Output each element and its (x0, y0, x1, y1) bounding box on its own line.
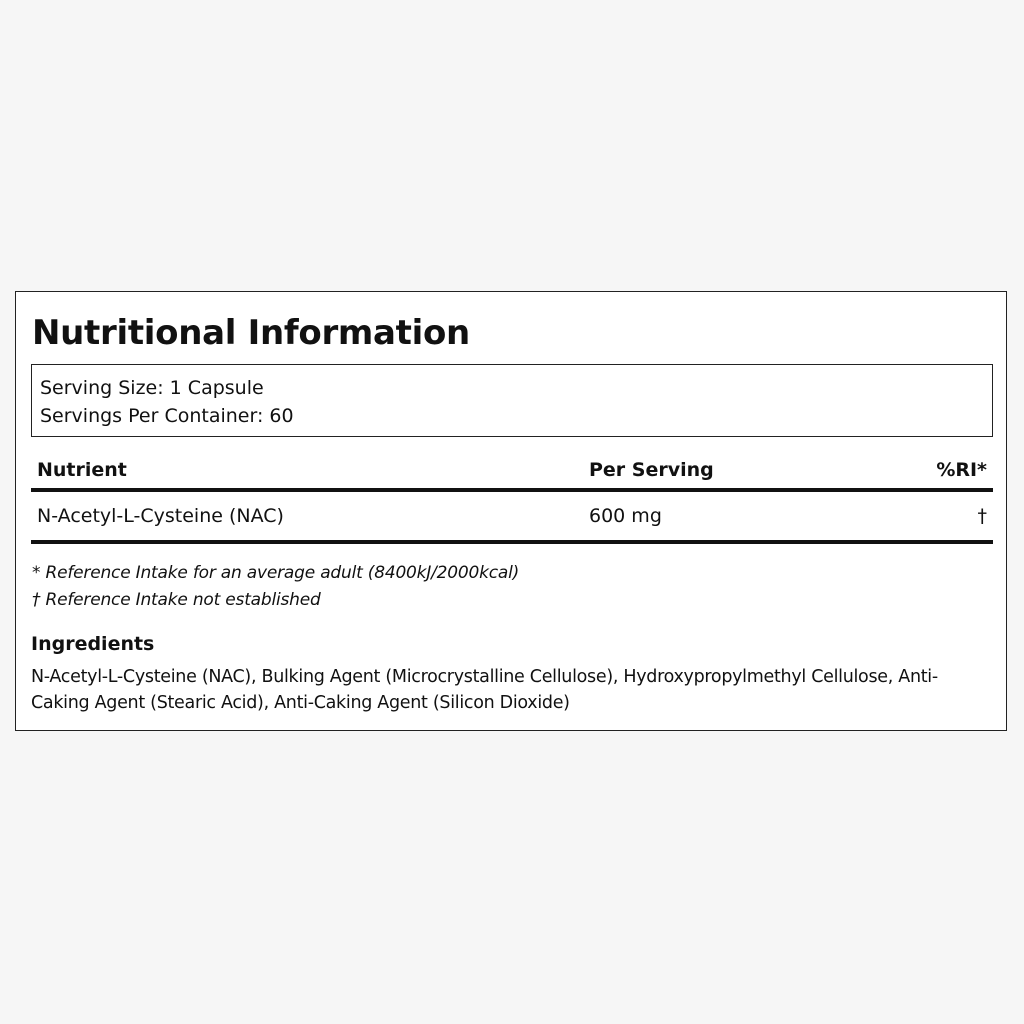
row-nutrient: N-Acetyl-L-Cysteine (NAC) (37, 505, 284, 527)
header-ri: %RI* (936, 459, 987, 481)
serving-info-box (31, 364, 993, 437)
row-per-serving: 600 mg (589, 505, 662, 527)
header-per-serving: Per Serving (589, 459, 714, 481)
ingredients-text: N-Acetyl-L-Cysteine (NAC), Bulking Agent (Microcrystalline Cellulose), Hydroxypropylmethyl Cellulose, Anti-Caking Agent (Stearic Acid), Anti-Caking Agent (Silicon Dioxide) (31, 667, 938, 713)
table-header-row (31, 452, 993, 488)
serving-size: Serving Size: 1 Capsule (40, 377, 264, 399)
ingredients-title: Ingredients (31, 633, 155, 655)
servings-per-container: Servings Per Container: 60 (40, 405, 294, 427)
footnote-reference-intake: * Reference Intake for an average adult (8400kJ/2000kcal) (32, 563, 520, 583)
row-ri: † (977, 505, 987, 527)
nutrient-table (31, 452, 993, 544)
table-row (31, 492, 993, 540)
label-title: Nutritional Information (32, 313, 470, 353)
footnote-not-established: † Reference Intake not established (32, 590, 321, 610)
table-bottom-divider (31, 540, 993, 544)
header-nutrient: Nutrient (37, 459, 127, 481)
nutrition-label-panel (15, 291, 1007, 731)
footnotes (32, 560, 519, 614)
